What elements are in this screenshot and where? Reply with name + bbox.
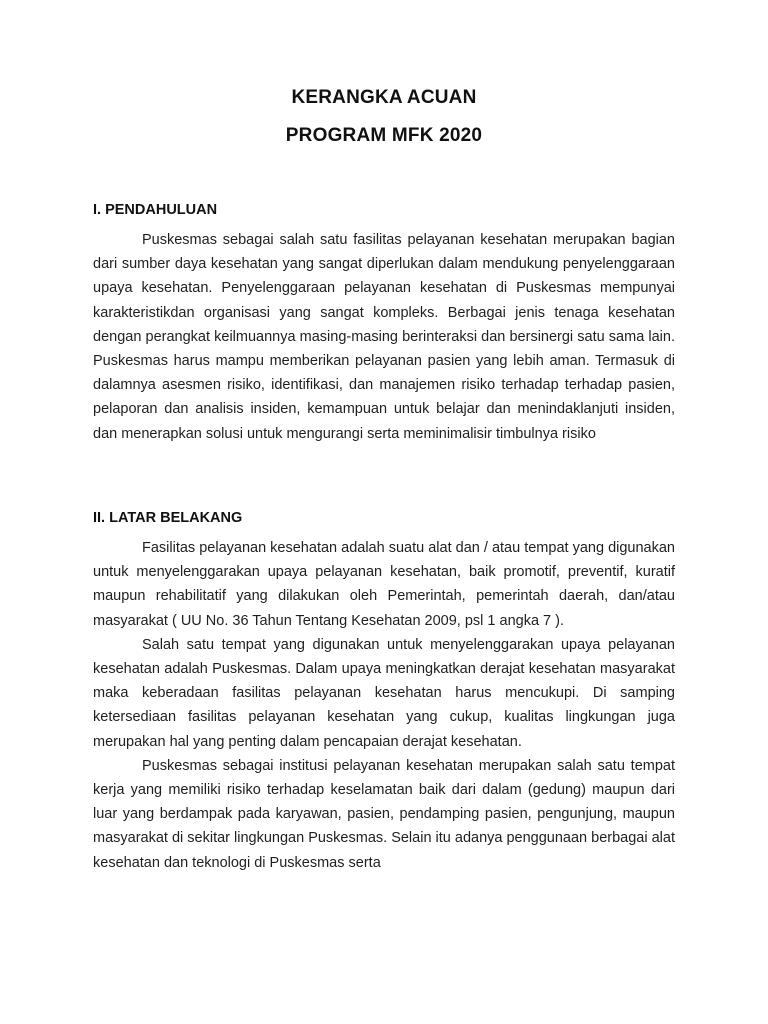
- document-subtitle: PROGRAM MFK 2020: [285, 125, 483, 146]
- paragraph: Puskesmas sebagai institusi pelayanan kesehatan merupakan salah satu tempat kerja yang memiliki risiko terhadap keselamatan baik dari dalam (gedung) maupun dari luar yang berdampak pada karyawan, pasien, pendamping pasien, pengunjung, maupun masyarakat di sekitar lingkungan Puskesmas. Selain itu adanya penggunaan berbagai alat kesehatan dan teknologi di Puskesmas serta: [93, 757, 675, 871]
- document-title-block: [0, 86, 768, 148]
- section-latar-belakang: [93, 509, 675, 875]
- paragraph: Puskesmas sebagai salah satu fasilitas pelayanan kesehatan merupakan bagian dari sumber daya kesehatan yang sangat diperlukan dalam mendukung penyelenggaraan upaya kesehatan. Penyelenggaraan pelayanan kesehatan di Puskesmas mempunyai karakteristikdan organisasi yang sangat kompleks. Berbagai jenis tenaga kesehatan dengan perangkat keilmuannya masing-masing berinteraksi dan bersinergi satu sama lain. Puskesmas harus mampu memberikan pelayanan pasien yang lebih aman. Termasuk di dalamnya asesmen risiko, identifikasi, dan manajemen risiko terhadap terhadap pasien, pelaporan dan analisis insiden, kemampuan untuk belajar dan menindaklanjuti insiden, dan menerapkan solusi untuk mengurangi serta meminimalisir timbulnya risiko: [93, 232, 675, 442]
- section-pendahuluan: [93, 201, 675, 446]
- section-heading: I. PENDAHULUAN: [93, 202, 218, 218]
- paragraph: Fasilitas pelayanan kesehatan adalah suatu alat dan / atau tempat yang digunakan untuk menyelenggarakan upaya pelayanan kesehatan, baik promotif, preventif, kuratif maupun rehabilitatif yang dilakukan oleh Pemerintah, pemerintah daerah, dan/atau masyarakat ( UU No. 36 Tahun Tentang Kesehatan 2009, psl 1 angka 7 ).: [93, 540, 675, 629]
- document-title: KERANGKA ACUAN: [291, 87, 477, 108]
- paragraph: Salah satu tempat yang digunakan untuk menyelenggarakan upaya pelayanan kesehatan adalah Puskesmas. Dalam upaya meningkatkan derajat kesehatan masyarakat maka keberadaan fasilitas pelayanan kesehatan harus mencukupi. Di samping ketersediaan fasilitas pelayanan kesehatan yang cukup, kualitas lingkungan juga merupakan hal yang penting dalam pencapaian derajat kesehatan.: [93, 636, 675, 750]
- section-heading: II. LATAR BELAKANG: [93, 510, 243, 526]
